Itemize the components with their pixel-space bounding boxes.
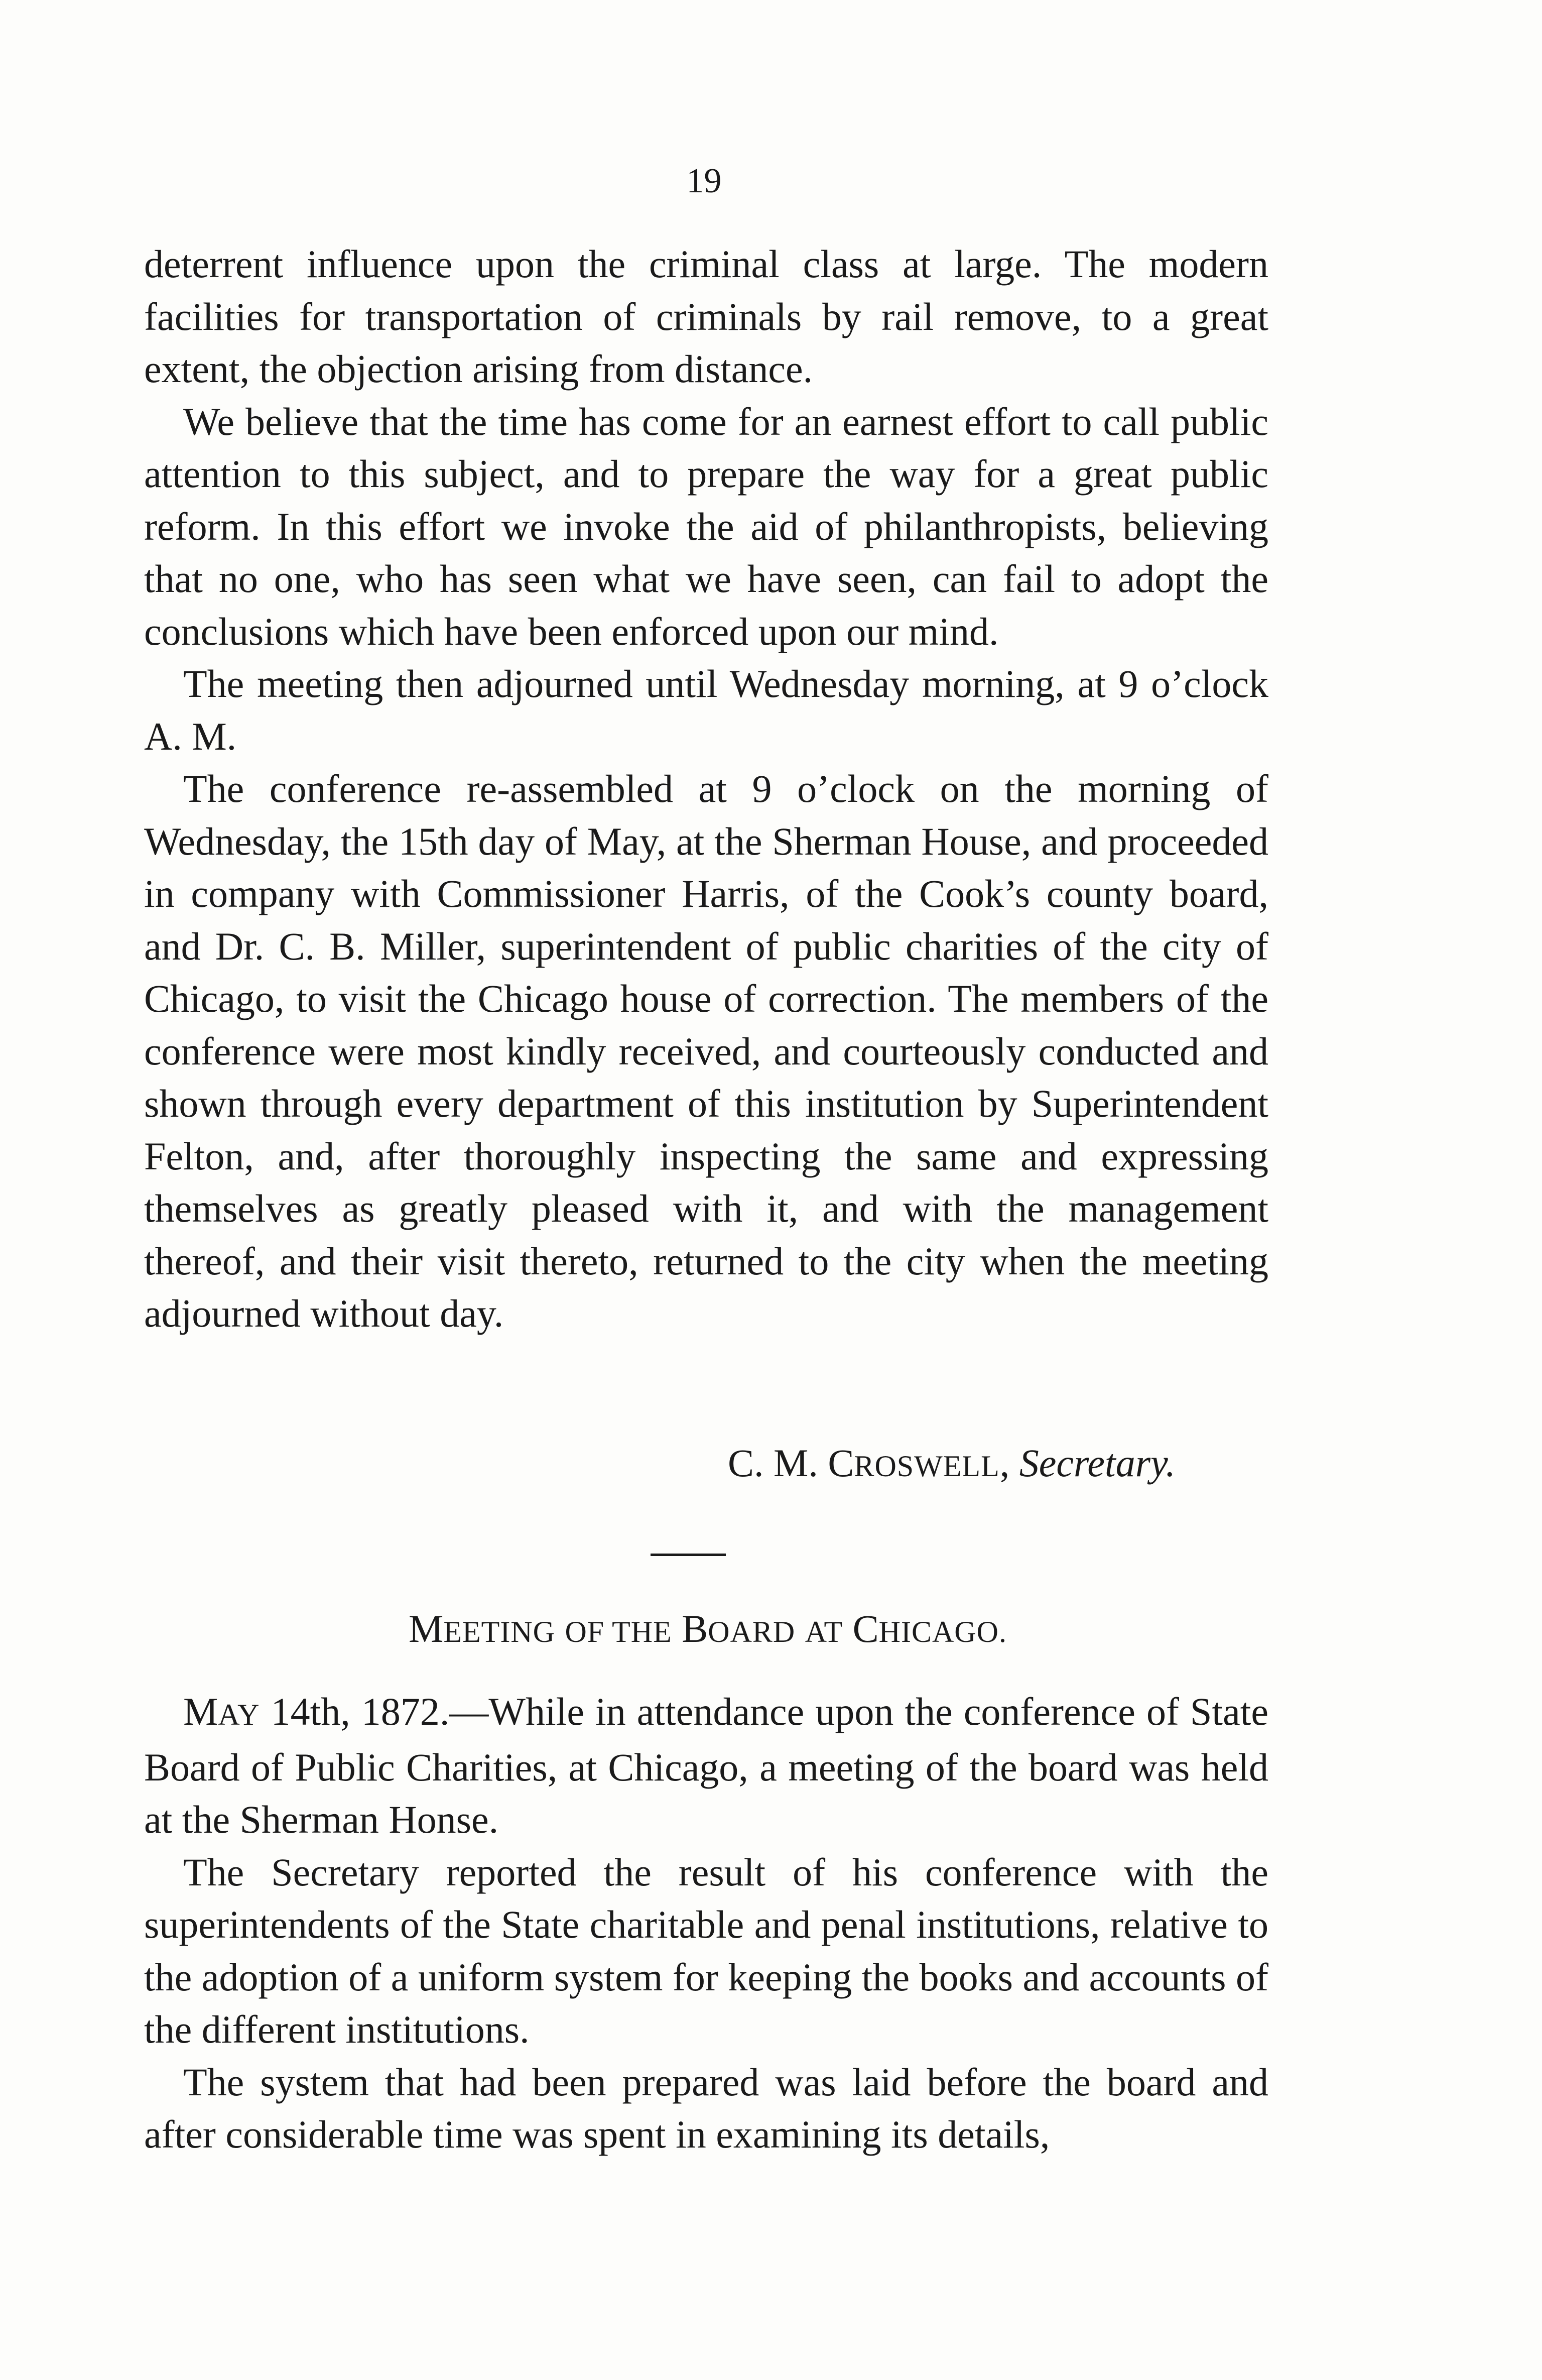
heading-letter: B xyxy=(682,1607,708,1650)
date-lead-initial: M xyxy=(183,1690,218,1733)
paragraph-text: 14th, 1872.—While in attendance upon the conference of State Board of Public Charities, at Chicago, a meeting of the board was held at the Sherman Honse. xyxy=(144,1690,1268,1841)
heading-letter: C xyxy=(852,1607,879,1650)
paragraph: The meeting then adjourned until Wednesday morning, at 9 o’clock A. M. xyxy=(144,662,1268,758)
heading-letter: M xyxy=(409,1607,444,1650)
page-number: 19 xyxy=(686,162,722,200)
signature xyxy=(728,1437,1176,1492)
paragraph-dated xyxy=(144,1686,1268,1846)
heading-word: EETING xyxy=(443,1615,555,1648)
heading-word: HICAGO. xyxy=(878,1615,1007,1648)
heading-word: OF THE xyxy=(565,1615,672,1648)
signature-title: Secretary. xyxy=(1019,1441,1176,1485)
signature-initials: C. M. xyxy=(728,1441,828,1485)
paragraph: We believe that the time has come for an earnest effort to call public attention to this subject, and to prepare the way for a great public reform. In this effort we invoke the aid of philanthropists, believing that no one, who has seen what we have seen, can fail to adopt the conclusions which have been enforced upon our mind. xyxy=(144,399,1268,653)
body-text-bottom xyxy=(144,1686,1268,2161)
signature-separator: , xyxy=(999,1441,1019,1485)
section-heading xyxy=(0,1603,1416,1658)
paragraph: The conference re-assembled at 9 o’clock on the morning of Wednesday, the 15th day of May, at the Sherman House, and proceeded in company with Commissioner Harris, of the Cook’s county board, and Dr. C. B. Miller, superintendent of public charities of the city of Chicago, to visit the Chicago house of correction. The members of the conference were most kindly received, and courteously conducted and shown through every department of this institution by Superintendent Felton, and, after thoroughly inspecting the same and expressing themselves as greatly pleased with it, and with the management thereof, and their visit thereto, returned to the city when the meeting adjourned without day. xyxy=(144,767,1268,1335)
paragraph-continued: deterrent influence upon the criminal class at large. The modern facilities for transportation of criminals by rail remove, to a great extent, the objection arising from distance. xyxy=(144,242,1268,391)
signature-surname-initial: C xyxy=(828,1441,854,1485)
heading-word: OARD xyxy=(708,1615,796,1648)
signature-surname-rest: ROSWELL xyxy=(854,1450,1000,1483)
section-divider xyxy=(651,1554,726,1556)
body-text-top xyxy=(144,238,1268,1340)
paragraph: The Secretary reported the result of his conference with the superintendents of the State charitable and penal institutions, relative to the adoption of a uniform system for keeping the books and accounts of the different institutions. xyxy=(144,1850,1268,2051)
heading-word: AT xyxy=(805,1615,843,1648)
paragraph: The system that had been prepared was laid before the board and after considerable time was spent in examining its details, xyxy=(144,2060,1268,2156)
date-lead-rest: AY xyxy=(218,1698,260,1731)
